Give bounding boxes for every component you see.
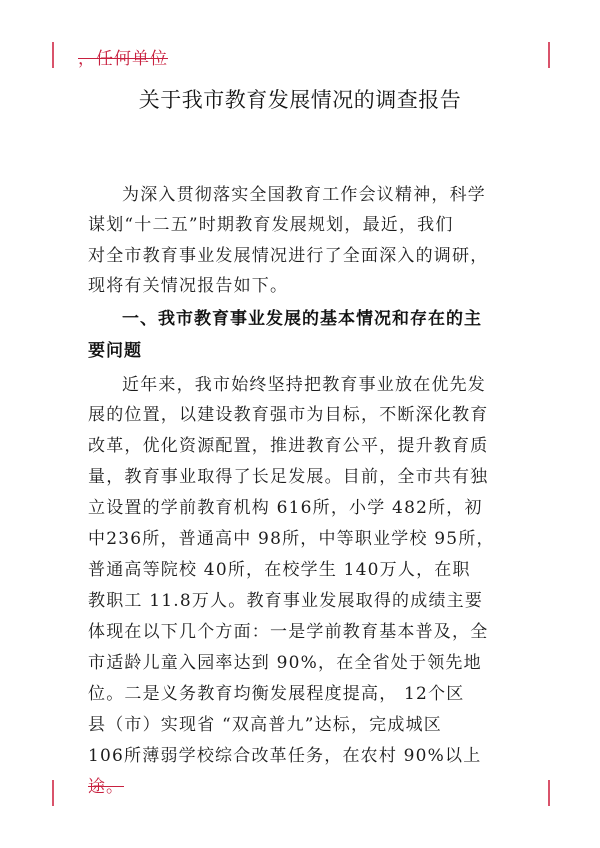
body-line: 近年来，我市始终坚持把教育事业放在优先发: [122, 375, 486, 395]
section-heading: 要问题: [88, 341, 142, 361]
intro-line: 对全市教育事业发展情况进行了全面深入的调研，: [88, 246, 489, 266]
body-line: 立设置的学前教育机构 616所，小学 482所，初: [88, 498, 483, 518]
crop-mark-top-left: [52, 42, 54, 68]
crop-mark-bottom-right: [548, 780, 550, 806]
intro-line: 为深入贯彻落实全国教育工作会议精神，科学: [122, 185, 486, 205]
section-heading: 一、我市教育事业发展的基本情况和存在的主: [122, 309, 482, 329]
body-line: 中236所，普通高中 98所，中等职业学校 95所，: [88, 529, 495, 549]
body-line: 展的位置，以建设教育强市为目标，不断深化教育: [88, 405, 489, 425]
intro-line: 谋划“十二五”时期教育发展规划，最近，我们: [88, 215, 454, 235]
page-title: 关于我市教育发展情况的调查报告: [138, 88, 462, 112]
body-line: 市适龄儿童入园率达到 90%，在全省处于领先地: [88, 653, 482, 673]
footer-fragment: 途。: [88, 777, 124, 797]
body-line: 教职工 11.8万人。教育事业发展取得的成绩主要: [88, 591, 484, 611]
body-line: 体现在以下几个方面：一是学前教育基本普及，全: [88, 622, 489, 642]
intro-line: 现将有关情况报告如下。: [88, 276, 289, 296]
crop-mark-bottom-left: [52, 780, 54, 806]
body-line: 普通高等院校 40所，在校学生 140万人，在职: [88, 560, 471, 580]
body-line: 改革，优化资源配置，推进教育公平，提升教育质: [88, 436, 489, 456]
header-fragment: ，任何单位: [78, 49, 168, 69]
body-line: 量，教育事业取得了长足发展。目前，全市共有独: [88, 467, 489, 487]
body-line: 位。二是义务教育均衡发展程度提高， 12个区: [88, 684, 465, 704]
body-line: 106所薄弱学校综合改革任务，在农村 90%以上: [88, 746, 482, 766]
crop-mark-top-right: [548, 42, 550, 68]
body-line: 县（市）实现省 “双高普九”达标，完成城区: [88, 715, 442, 735]
